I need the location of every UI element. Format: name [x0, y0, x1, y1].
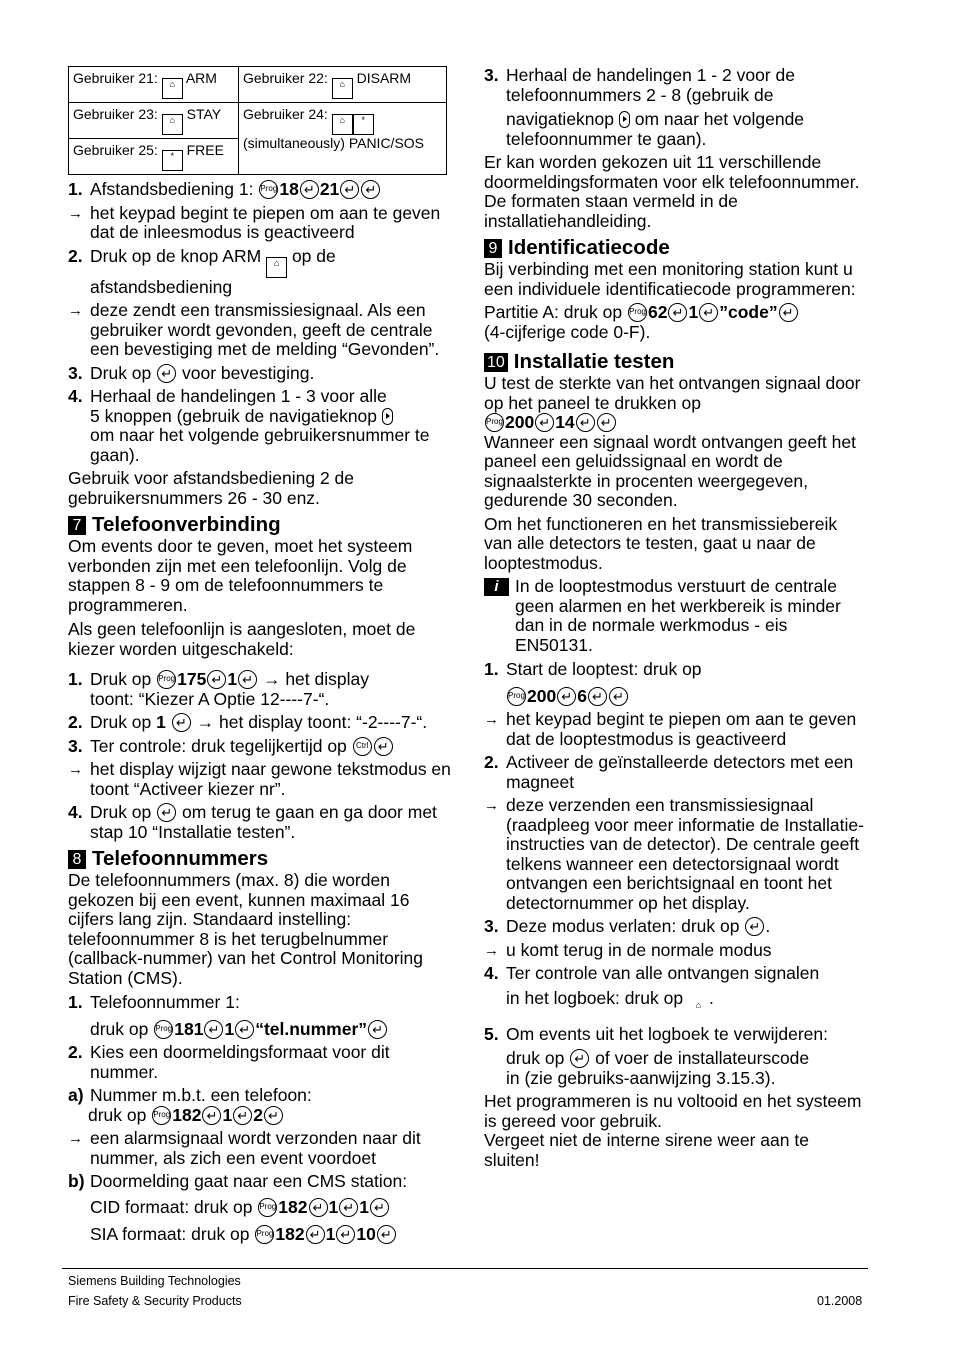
tel-step-1: 1. Druk op Prog 175↵ 1↵ → het display toont: “Kiezer A Optie 12----7-“. [68, 670, 452, 709]
step-text: het display toont: “-2----7-“. [219, 712, 428, 732]
siren-note: Vergeet niet de interne sirene weer aan te sluiten! [484, 1130, 809, 1170]
remote-2-note: Gebruik voor afstandsbediening 2 de gebruikersnummers 26 - 30 enz. [68, 468, 355, 508]
walk-step-2-result: → deze verzenden een transmissiesignaal (raadpleeg voor meer informatie de Installatie-instructies van de detector). De centrale geeft telkens wanneer een detectorsignaal wordt ontvangen een berichtsignaal en toont het detectornummer op het display. [484, 796, 866, 913]
step-text: Herhaal de handelingen 1 - 3 voor alle [90, 386, 387, 406]
stay-icon: ⌂ [162, 114, 183, 135]
step-text: toont: “Kiezer A Optie 12----7-“. [90, 688, 330, 709]
step-text: om naar het volgende telefoonnummer te gaan). [506, 109, 805, 149]
enter-key-icon [300, 180, 319, 199]
user-24-mode: (simultaneously) PANIC/SOS [243, 135, 425, 151]
enter-key-icon [157, 803, 176, 822]
prog-key-icon [628, 303, 647, 322]
prog-key-icon [154, 1020, 173, 1039]
enter-key-icon [235, 1020, 254, 1039]
step-text: Nummer m.b.t. een telefoon: [90, 1085, 312, 1105]
walk-step-4: 4. Ter controle van alle ontvangen signalen in het logboek: druk op ⌂ . [484, 964, 866, 1021]
enter-key-icon [361, 180, 380, 199]
section-7-intro: Om events door te geven, moet het systeem verbonden zijn met een telefoonlijn. Volg de stappen 8 - 9 om de telefoonnummers te programmeren. [68, 536, 413, 615]
user-25-mode: FREE [186, 142, 224, 158]
number-step-3: 3. Herhaal de handelingen 1 - 2 voor de telefoonnummers 2 - 8 (gebruik de navigatieknop om naar het volgende telefoonnummer te gaan). [484, 65, 805, 149]
step-text: Doormelding gaat naar een CMS station: [90, 1171, 408, 1191]
number-step-a [68, 1086, 452, 1106]
nav-right-icon [382, 408, 393, 425]
code: 10 [356, 1224, 376, 1244]
nav-right-icon [619, 111, 630, 128]
step-text: (4-cijferige code 0-F). [484, 321, 651, 342]
step-text: U test de sterkte van het ontvangen signaal door op het paneel te drukken op [484, 373, 861, 413]
step-text: druk op [90, 1018, 149, 1039]
section-7-note: Als geen telefoonlijn is aangesloten, moet de kiezer worden uitgeschakeld: [68, 619, 416, 659]
enter-key-icon [779, 303, 798, 322]
section-title: Telefoonnummers [92, 847, 269, 870]
enter-key-icon [233, 1106, 252, 1125]
code: 182 [275, 1224, 305, 1244]
code: ”code” [719, 302, 778, 322]
section-title: Telefoonverbinding [92, 513, 281, 536]
enter-key-icon [699, 303, 718, 322]
result-text: het keypad begint te piepen om aan te geven dat de inleesmodus is geactiveerd [90, 202, 441, 242]
log-icon: ⌂ [695, 999, 702, 1010]
enter-key-icon [306, 1225, 325, 1244]
enter-key-icon [336, 1225, 355, 1244]
walk-step-2: 2. Activeer de geïnstalleerde detectors met een magneet [484, 753, 866, 792]
code: 62 [648, 302, 668, 322]
step-text: navigatieknop [506, 109, 614, 129]
arm-icon: ⌂ [162, 78, 183, 99]
code: 200 [527, 685, 557, 706]
number-step-2: 2. Kies een doormeldingsformaat voor dit nummer. [68, 1043, 452, 1082]
user-23-mode: STAY [186, 106, 222, 122]
enter-key-icon [368, 1020, 387, 1039]
section-7-heading [68, 513, 452, 537]
code: 181 [174, 1018, 204, 1039]
enter-key-icon [370, 1198, 389, 1217]
code: 21 [319, 179, 340, 199]
prog-key-icon [152, 1106, 171, 1125]
section-number: 9 [484, 239, 502, 258]
code: 1 [222, 1104, 233, 1125]
code: 200 [505, 412, 535, 432]
section-number: 8 [68, 850, 86, 869]
step-text: Herhaal de handelingen 1 - 2 voor de telefoonnummers 2 - 8 (gebruik de [506, 65, 795, 105]
tel-step-3: 3. Ter controle: druk tegelijkertijd op Ctrl↵ [68, 737, 452, 757]
enter-key-icon [157, 364, 176, 383]
number-step-1: 1. Telefoonnummer 1: [68, 992, 240, 1012]
code: 1 [328, 1196, 339, 1217]
step-text: Deze modus verlaten: druk op [506, 916, 740, 936]
prog-key-icon [259, 180, 278, 199]
step-text: Activeer de geïnstalleerde detectors met een magneet [506, 752, 854, 792]
code: 1 [325, 1224, 336, 1244]
tel-step-4: 4. Druk op ↵ om terug te gaan en ga door met stap 10 “Installatie testen”. [68, 803, 452, 842]
cid-format [68, 1198, 452, 1218]
info-note [484, 577, 866, 655]
enter-key-icon [374, 737, 393, 756]
enter-key-icon [238, 670, 257, 689]
panic-icon: * [353, 114, 374, 135]
section-title: Installatie testen [513, 350, 675, 373]
step-text: Telefoonnummer 1: [90, 992, 240, 1012]
prog-key-icon [507, 687, 526, 706]
user-21-label: Gebruiker 21: [73, 70, 158, 86]
enter-key-icon [609, 687, 628, 706]
result-text: u komt terug in de normale modus [506, 939, 772, 960]
code: 1 [688, 302, 699, 322]
footer-company: Siemens Building Technologies [68, 1274, 241, 1288]
footer-division: Fire Safety & Security Products [68, 1294, 242, 1308]
step-text: om terug te gaan en ga door met stap 10 “Installatie testen”. [90, 802, 437, 842]
number-step-1-cmd [68, 1020, 452, 1040]
code: 182 [278, 1196, 308, 1217]
user-24-label: Gebruiker 24: [243, 106, 328, 122]
disarm-icon: ⌂ [332, 78, 353, 99]
enter-key-icon [377, 1225, 396, 1244]
section-title: Identificatiecode [508, 236, 670, 259]
user-25-label: Gebruiker 25: [73, 142, 158, 158]
code: 1 [224, 1018, 235, 1039]
info-text: In de looptestmodus verstuurt de centrale geen alarmen en het werkbereik is minder dan in de normale werkmodus - eis EN50131. [515, 576, 841, 655]
step-text: in het logboek: druk op [506, 987, 684, 1008]
step-label: a) [68, 1085, 84, 1105]
user-23-label: Gebruiker 23: [73, 106, 158, 122]
section-9-intro: Bij verbinding met een monitoring station kunt u een individuele identificatiecode programmeren: [484, 259, 856, 299]
section-number: 10 [484, 353, 508, 372]
formats-note: Er kan worden gekozen uit 11 verschillende doormeldingsformaten voor elk telefoonnummer. De formaten staan vermeld in de installatiehandleiding. [484, 152, 860, 231]
walktest-note: Om het functioneren en het transmissiebereik van alle detectors te testen, gaat u naar de looptestmodus. [484, 513, 838, 573]
step-text: Om events uit het logboek te verwijderen: [506, 1023, 828, 1044]
enter-key-icon [264, 1106, 283, 1125]
prog-key-icon [258, 1198, 277, 1217]
section-8-intro: De telefoonnummers (max. 8) die worden gekozen bij een event, kunnen maximaal 16 cijfers lang zijn. Standaard instelling: telefoonnummer 8 is het terugbelnummer (callback-nummer) van het Control Monitoring Station (CMS). [68, 870, 423, 988]
step-text: op de afstandsbediening [90, 245, 336, 297]
tel-step-3-result: → het display wijzigt naar gewone tekstmodus en toont “Activeer kiezer nr”. [68, 759, 451, 799]
code: 1 [227, 669, 238, 689]
left-column [68, 66, 452, 1245]
right-column [484, 66, 866, 1170]
enter-key-icon [597, 413, 616, 432]
result-text: deze verzenden een transmissiesignaal (raadpleeg voor meer informatie de Installatie-instructies van de detector). De centrale geeft telkens wanneer een detectorsignaal wordt ontvangen een berichtsignaal en toont het detectornummer op het display. [506, 795, 864, 913]
step-text: druk op [506, 1048, 565, 1068]
enter-key-icon [557, 687, 576, 706]
step-label: b) [68, 1171, 85, 1191]
step-text: Start de looptest: druk op [506, 659, 702, 679]
enter-key-icon [309, 1198, 328, 1217]
prog-key-icon [157, 670, 176, 689]
enter-key-icon [202, 1106, 221, 1125]
result-text: een alarmsignaal wordt verzonden naar dit nummer, als zich een event voordoet [90, 1128, 421, 1168]
free-icon: * [162, 150, 183, 171]
step-text: Ter controle van alle ontvangen signalen [506, 963, 820, 983]
enter-key-icon [340, 180, 359, 199]
section-8-heading [68, 847, 452, 871]
code: 14 [555, 412, 575, 432]
sia-format [68, 1225, 452, 1245]
enter-key-icon [172, 713, 191, 732]
number-step-a-result: → een alarmsignaal wordt verzonden naar dit nummer, als zich een event voordoet [68, 1129, 452, 1168]
step-text: Druk op [90, 802, 152, 822]
code: 1 [359, 1196, 369, 1217]
step-text: Druk op de knop ARM [90, 245, 262, 266]
prog-key-icon [255, 1225, 274, 1244]
step-text: Druk op [90, 712, 152, 732]
code: 175 [177, 669, 207, 689]
section-number: 7 [68, 516, 86, 535]
stay-icon: ⌂ [332, 114, 353, 135]
number-step-b [68, 1172, 452, 1192]
code: 1 [156, 712, 166, 732]
result-text: het keypad begint te piepen om aan te geven dat de looptestmodus is geactiveerd [506, 709, 857, 749]
partition-a [484, 303, 866, 342]
step-text: of voer de installateurscode [595, 1048, 810, 1068]
arm-icon: ⌂ [266, 257, 287, 278]
enter-key-icon [535, 413, 554, 432]
step-text: druk op [88, 1104, 147, 1125]
step-4-continued [68, 407, 452, 466]
user-table [68, 66, 447, 175]
enter-key-icon [339, 1198, 358, 1217]
user-21-mode: ARM [185, 70, 217, 86]
enter-key-icon [207, 670, 226, 689]
step-4: 4. Herhaal de handelingen 1 - 3 voor alle [68, 386, 387, 406]
step-text: CID formaat: druk op [90, 1196, 253, 1217]
walk-step-5: 5. Om events uit het logboek te verwijderen: druk op ↵ of voer de installateurscode in (zie gebruiks-aanwijzing 3.15.3). [484, 1025, 866, 1089]
step-1: 1. Afstandsbediening 1: Prog 18↵ 21↵↵ [68, 180, 452, 200]
user-22-label: Gebruiker 22: [243, 70, 328, 86]
step-text: om naar het volgende gebruikersnummer te gaan). [90, 425, 430, 465]
footer-date: 01.2008 [817, 1294, 863, 1308]
code: “tel.nummer” [255, 1018, 368, 1039]
completion-note: Het programmeren is nu voltooid en het systeem is gereed voor gebruik. [484, 1091, 862, 1131]
step-2: 2. Druk op de knop ARM ⌂ op de afstandsbediening [68, 245, 336, 297]
enter-key-icon [576, 413, 595, 432]
enter-key-icon [204, 1020, 223, 1039]
info-icon: i [484, 578, 509, 596]
result-text: deze zendt een transmissiesignaal. Als een gebruiker wordt gevonden, geeft de centrale een bevestiging met de melding “Gevonden”. [90, 300, 440, 359]
signal-note: Wanneer een signaal wordt ontvangen geeft het paneel een geluidssignaal en wordt de signaalsterkte in procenten weergegeven, gedurende 30 seconden. [484, 431, 856, 510]
enter-key-icon [588, 687, 607, 706]
user-22-mode: DISARM [356, 70, 412, 86]
walk-step-1: 1. Start de looptest: druk op Prog200↵ 6↵↵ [484, 660, 866, 706]
step-2-result: → deze zendt een transmissiesignaal. Als een gebruiker wordt gevonden, geeft de centrale een bevestiging met de melding “Gevonden”. [68, 301, 452, 360]
step-1-result: → het keypad begint te piepen om aan te geven dat de inleesmodus is geactiveerd [68, 204, 452, 243]
result-text: het display wijzigt naar gewone tekstmodus en toont “Activeer kiezer nr”. [90, 759, 451, 799]
walk-step-3-result: → u komt terug in de normale modus [484, 941, 866, 961]
walk-step-1-result: → het keypad begint te piepen om aan te geven dat de looptestmodus is geactiveerd [484, 710, 866, 749]
code: 18 [279, 179, 299, 199]
ctrl-key-icon [353, 737, 372, 756]
step-text: Kies een doormeldingsformaat voor dit nummer. [90, 1042, 390, 1082]
enter-key-icon [745, 917, 764, 936]
section-10-intro [484, 374, 866, 433]
prog-key-icon [485, 413, 504, 432]
footer-divider [62, 1268, 868, 1269]
code: 6 [577, 685, 587, 706]
step-text: in (zie gebruiks-aanwijzing 3.15.3). [506, 1067, 776, 1088]
step-text: voor bevestiging. [182, 362, 315, 383]
step-text: 5 knoppen (gebruik de navigatieknop [90, 405, 378, 426]
enter-key-icon [570, 1049, 589, 1068]
step-1-label: Afstandsbediening 1: [90, 179, 254, 199]
tel-step-2: 2. Druk op 1 ↵ → het display toont: “-2----7-“. [68, 713, 452, 733]
enter-key-icon [668, 303, 687, 322]
section-9-heading [484, 236, 866, 260]
step-text: Partitie A: druk op [484, 302, 623, 322]
step-3: 3. Druk op ↵ voor bevestiging. [68, 364, 452, 384]
section-10-heading [484, 350, 866, 374]
step-text: het display [285, 669, 369, 689]
number-step-a-cmd [68, 1106, 452, 1126]
walk-step-3: 3. Deze modus verlaten: druk op ↵ . [484, 917, 866, 937]
step-text: Ter controle: druk tegelijkertijd op [90, 735, 347, 756]
step-text: SIA formaat: druk op [90, 1224, 250, 1244]
step-text: Druk op [90, 669, 152, 689]
code: 2 [253, 1104, 263, 1125]
step-text: Druk op [90, 362, 152, 383]
code: 182 [172, 1104, 202, 1125]
